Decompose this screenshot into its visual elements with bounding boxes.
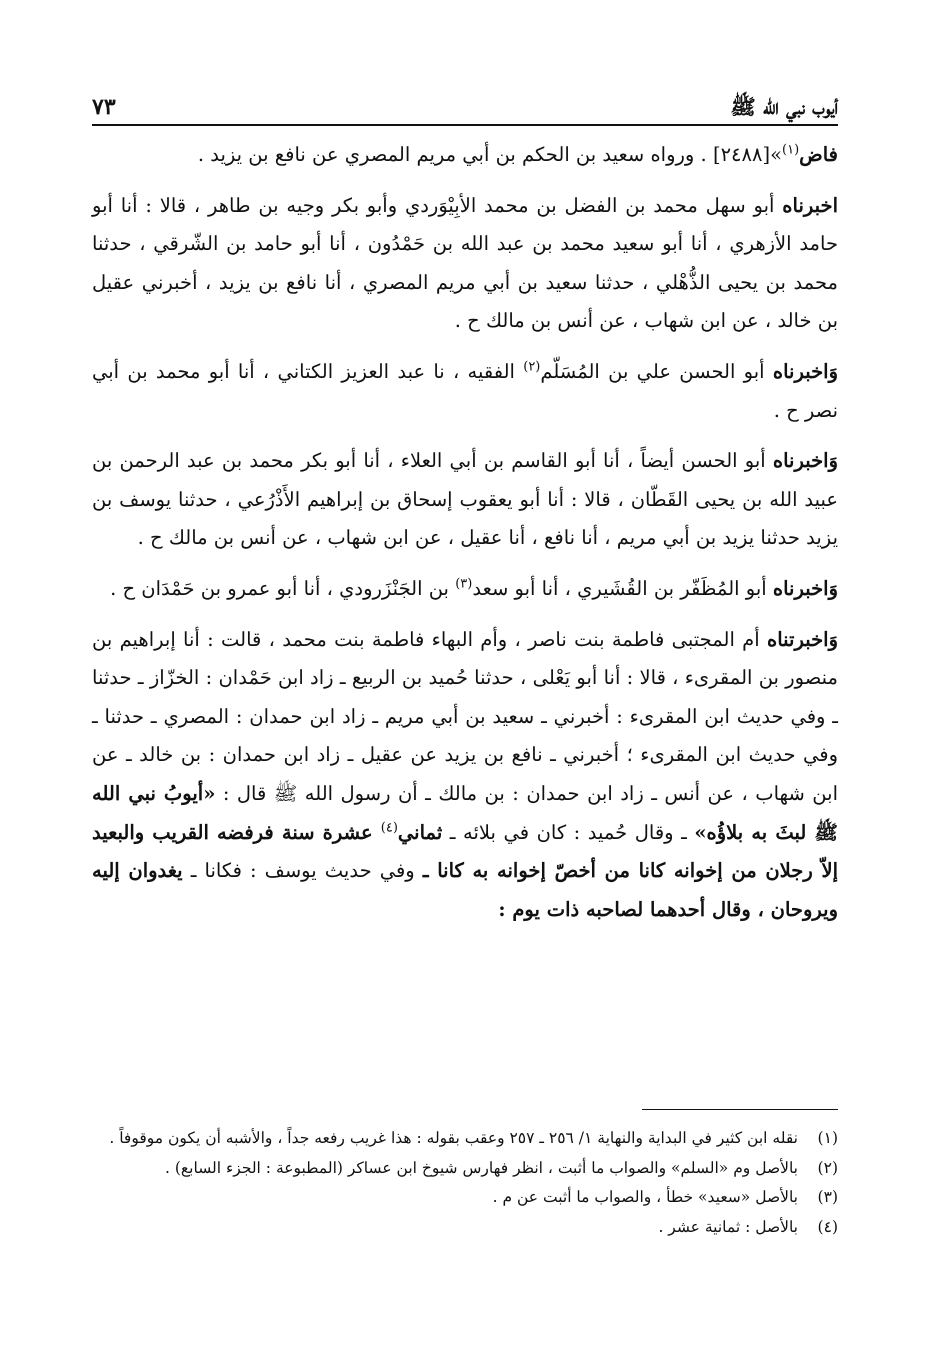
hadith-quote: «أيوبُ نبي الله ﷺ لبثَ به بلاؤُه» bbox=[92, 781, 838, 844]
hadith-text: ثماني bbox=[397, 820, 443, 844]
page-number: ٧٣ bbox=[92, 94, 116, 120]
footnote-text: بالأصل وم «السلم» والصواب ما أثبت ، انظر فهارس شيوخ ابن عساكر (المطبوعة : الجزء السابع) . bbox=[165, 1158, 798, 1177]
footnotes bbox=[92, 1124, 838, 1242]
paragraph-5 bbox=[92, 570, 838, 609]
book-page bbox=[92, 86, 838, 1316]
footnote-ref-1[interactable]: (١) bbox=[782, 142, 800, 158]
paragraph-text: أبو الحسن أيضاً ، أنا أبو القاسم بن أبي العلاء ، أنا أبو بكر محمد بن عبد الرحمن بن عبيد الله بن يحيى القَطّان ، قالا : أنا أبو يعقوب إسحاق بن إبراهيم الأَذْرُعي ، حدثنا يوسف بن يزيد حدثنا يزيد بن أبي مريم ، أنا نافع ، أنا عقيل ، عن ابن شهاب ، عن أنس بن مالك ح . bbox=[92, 449, 838, 550]
paragraph-text: أبو الحسن علي بن المُسَلّم bbox=[540, 359, 773, 383]
footnote-text: بالأصل : ثمانية عشر . bbox=[658, 1217, 798, 1236]
paragraph-6 bbox=[92, 621, 838, 930]
lead-word: وَاخبرناه bbox=[772, 576, 838, 600]
footnote-ref-2[interactable]: (٢) bbox=[523, 359, 541, 375]
footnote-2 bbox=[92, 1154, 838, 1184]
paragraph-4 bbox=[92, 442, 838, 558]
footnote-4 bbox=[92, 1213, 838, 1243]
footnote-number: (٤) bbox=[817, 1217, 838, 1236]
footnote-divider bbox=[642, 1109, 838, 1110]
footnote-ref-4[interactable]: (٤) bbox=[380, 820, 398, 835]
paragraph-text: أبو المُظَفّر بن القُشَيري ، أنا أبو سعد bbox=[472, 576, 773, 600]
running-header bbox=[92, 86, 838, 126]
paragraph-text: أبو سهل محمد بن الفضل بن محمد الأبِيْوَردي وأبو بكر وجيه بن طاهر ، قالا : أنا أبو حامد الأزهري ، أنا أبو سعيد محمد بن عبد الله بن حَمْدُون ، أنا أبو حامد بن الشّرقي ، حدثنا محمد بن يحيى الذُّهْلي ، حدثنا سعيد بن أبي مريم المصري ، أنا نافع بن يزيد ، أخبرني عقيل بن خالد ، عن ابن شهاب ، عن أنس بن مالك ح . bbox=[92, 193, 838, 333]
paragraph-1 bbox=[92, 136, 838, 175]
footnote-text: بالأصل «سعيد» خطأ ، والصواب ما أثبت عن م . bbox=[492, 1188, 798, 1206]
footnote-text: نقله ابن كثير في البداية والنهاية ١/ ٢٥٦ ـ ٢٥٧ وعقب بقوله : هذا غريب رفعه جداً ، والأشبه أن يكون موقوفاً . bbox=[109, 1129, 798, 1147]
paragraph-2 bbox=[92, 187, 838, 341]
footnote-3 bbox=[92, 1183, 838, 1213]
footnote-number: (٣) bbox=[817, 1188, 838, 1206]
footnote-number: (٢) bbox=[817, 1158, 838, 1177]
paragraph-text: أم المجتبى فاطمة بنت ناصر ، وأم البهاء فاطمة بنت محمد ، قالت : أنا إبراهيم بن منصور بن المقرىء ، قالا : أنا أبو يَعْلى ، حدثنا حُميد بن الربيع ـ زاد ابن حَمْدان : الخزّاز ـ حدثنا ـ وفي حديث ابن المقرىء : أخبرني ـ سعيد بن أبي مريم ـ زاد ابن حمدان : المصري ـ حدثنا ـ وفي حديث ابن المقرىء ؛ أخبرني ـ نافع بن يزيد عن عقيل ـ زاد ابن حمدان : بن خالد ـ عن ابن شهاب ، عن أنس ـ زاد ابن حمدان : بن مالك ـ أن رسول الله ﷺ قال : bbox=[92, 627, 838, 805]
lead-word: وَاخبرناه bbox=[772, 449, 838, 473]
footnote-ref-3[interactable]: (٣) bbox=[455, 576, 473, 592]
paragraph-text: »[٢٤٨٨] . ورواه سعيد بن الحكم بن أبي مريم المصري عن نافع بن يزيد . bbox=[197, 143, 783, 166]
running-title: أيوب نبي الله ﷺ bbox=[730, 94, 838, 119]
hadith-text: يغدوان إليه ويروحان ، وقال أحدهما لصاحبه ذات يوم : bbox=[92, 859, 838, 921]
paragraph-text: وفي حديث يوسف : فكانا ـ bbox=[182, 859, 423, 883]
paragraph-3 bbox=[92, 353, 838, 430]
paragraph-text: الفقيه ، نا عبد العزيز الكتاني ، أنا أبو محمد بن أبي نصر ح . bbox=[92, 359, 838, 422]
lead-word: فاض bbox=[799, 143, 838, 166]
lead-word: وَاخبرناه bbox=[772, 359, 838, 383]
hadith-text: عشرة سنة فرفضه القريب والبعيد إلاّ رجلان من إخوانه كانا من أخصّ إخوانه به كانا ـ bbox=[92, 820, 838, 883]
footnote-number: (١) bbox=[817, 1129, 838, 1147]
paragraph-text: ـ وقال حُميد : كان في بلائه ـ bbox=[442, 820, 695, 844]
footnote-1 bbox=[92, 1124, 838, 1154]
main-text bbox=[92, 136, 838, 929]
lead-word: اخبرناه bbox=[782, 193, 838, 217]
lead-word: وَاخبرتناه bbox=[766, 627, 838, 651]
paragraph-text: بن الجَنْزَرودي ، أنا أبو عمرو بن حَمْدَان ح . bbox=[110, 576, 456, 600]
